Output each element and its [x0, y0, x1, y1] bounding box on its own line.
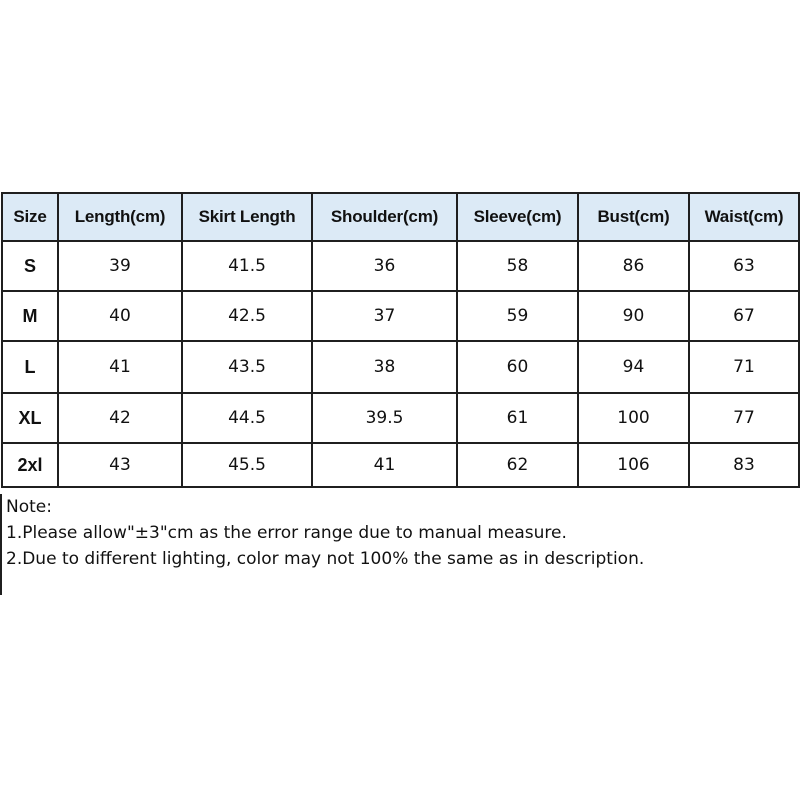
length-cell: 42 [58, 393, 182, 443]
shoulder-cell: 37 [312, 291, 457, 341]
skirt-length-cell: 44.5 [182, 393, 312, 443]
size-cell: L [2, 341, 58, 393]
size-chart-table [1, 192, 800, 488]
table-row [2, 241, 799, 291]
size-cell: S [2, 241, 58, 291]
skirt-length-cell: 43.5 [182, 341, 312, 393]
size-cell: XL [2, 393, 58, 443]
table-row [2, 393, 799, 443]
header-skirt-length: Skirt Length [182, 193, 312, 241]
length-cell: 41 [58, 341, 182, 393]
bust-cell: 94 [578, 341, 689, 393]
skirt-length-cell: 45.5 [182, 443, 312, 487]
size-cell: 2xl [2, 443, 58, 487]
header-row [2, 193, 799, 241]
length-cell: 39 [58, 241, 182, 291]
note-color-difference: 2.Due to different lighting, color may not 100% the same as in description. [6, 549, 645, 569]
bust-cell: 100 [578, 393, 689, 443]
bust-cell: 106 [578, 443, 689, 487]
skirt-length-cell: 42.5 [182, 291, 312, 341]
header-sleeve: Sleeve(cm) [457, 193, 578, 241]
waist-cell: 77 [689, 393, 799, 443]
sleeve-cell: 60 [457, 341, 578, 393]
size-cell: M [2, 291, 58, 341]
header-size: Size [2, 193, 58, 241]
header-length: Length(cm) [58, 193, 182, 241]
waist-cell: 83 [689, 443, 799, 487]
table-row [2, 443, 799, 487]
waist-cell: 71 [689, 341, 799, 393]
bust-cell: 86 [578, 241, 689, 291]
length-cell: 43 [58, 443, 182, 487]
sleeve-cell: 61 [457, 393, 578, 443]
shoulder-cell: 41 [312, 443, 457, 487]
skirt-length-cell: 41.5 [182, 241, 312, 291]
waist-cell: 67 [689, 291, 799, 341]
shoulder-cell: 38 [312, 341, 457, 393]
note-error-range: 1.Please allow"±3"cm as the error range due to manual measure. [6, 523, 567, 543]
shoulder-cell: 39.5 [312, 393, 457, 443]
notes-title: Note: [6, 497, 52, 517]
waist-cell: 63 [689, 241, 799, 291]
bust-cell: 90 [578, 291, 689, 341]
header-bust: Bust(cm) [578, 193, 689, 241]
table-row [2, 291, 799, 341]
header-waist: Waist(cm) [689, 193, 799, 241]
sleeve-cell: 58 [457, 241, 578, 291]
notes-section [0, 494, 797, 595]
sleeve-cell: 62 [457, 443, 578, 487]
header-shoulder: Shoulder(cm) [312, 193, 457, 241]
sleeve-cell: 59 [457, 291, 578, 341]
shoulder-cell: 36 [312, 241, 457, 291]
length-cell: 40 [58, 291, 182, 341]
table-row [2, 341, 799, 393]
